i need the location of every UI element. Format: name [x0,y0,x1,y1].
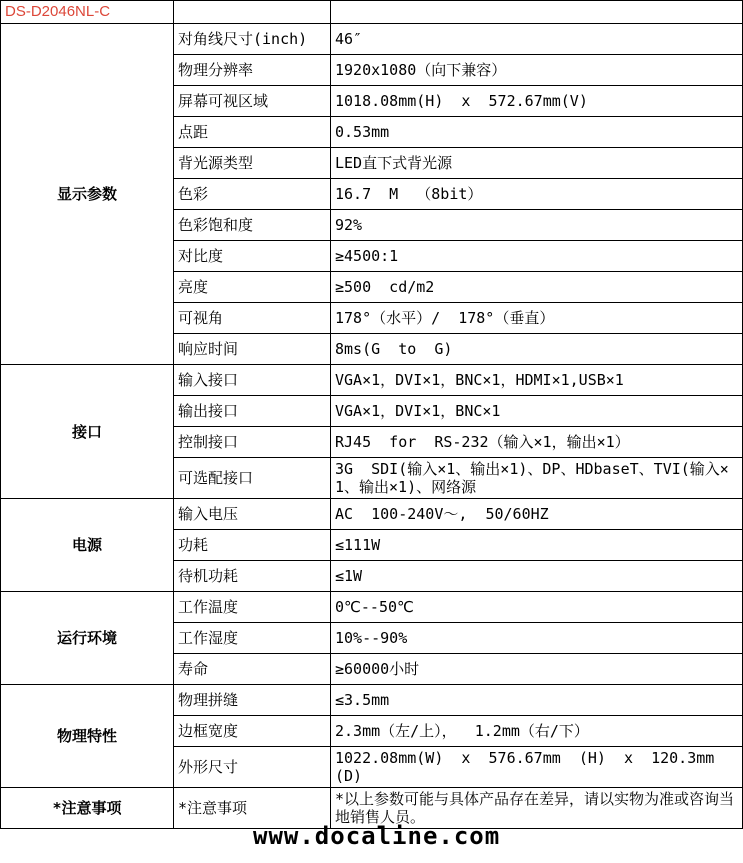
spec-label: 输入电压 [174,499,331,530]
spec-label: 寿命 [174,654,331,685]
spec-row [1,592,743,623]
spec-value: ≥4500:1 [331,241,743,272]
spec-label: 物理拼缝 [174,685,331,716]
spec-label: 对比度 [174,241,331,272]
spec-value: 10%--90% [331,623,743,654]
spec-label: 待机功耗 [174,561,331,592]
spec-row [1,24,743,55]
section-name: *注意事项 [1,788,174,829]
spec-value: VGA×1，DVI×1，BNC×1 [331,396,743,427]
spec-label: 输入接口 [174,365,331,396]
spec-value: 16.7 M （8bit） [331,179,743,210]
spec-label: 响应时间 [174,334,331,365]
watermark-text: www.docaline.com [253,822,501,850]
spec-row [1,499,743,530]
spec-label: *注意事项 [174,788,331,829]
spec-value: 3G SDI(输入×1、输出×1)、DP、HDbaseT、TVI(输入×1、输出×1)、网络源 [331,458,743,499]
spec-value: AC 100-240V～, 50/60HZ [331,499,743,530]
model-number: DS-D2046NL-C [1,1,174,24]
spec-label: 点距 [174,117,331,148]
spec-value: 46″ [331,24,743,55]
spec-value: 8ms(G to G) [331,334,743,365]
section-name: 显示参数 [1,24,174,365]
header-empty-cell-2 [331,1,743,24]
model-header-row [1,1,743,24]
spec-value: 1018.08mm(H) x 572.67mm(V) [331,86,743,117]
header-empty-cell-1 [174,1,331,24]
spec-value: ≥500 cd/m2 [331,272,743,303]
spec-label: 可视角 [174,303,331,334]
spec-label: 功耗 [174,530,331,561]
spec-value: 1920x1080（向下兼容） [331,55,743,86]
spec-row [1,365,743,396]
spec-value: 178°（水平）/ 178°（垂直） [331,303,743,334]
spec-label: 边框宽度 [174,716,331,747]
spec-value: ≤1W [331,561,743,592]
section-name: 接口 [1,365,174,499]
spec-value: LED直下式背光源 [331,148,743,179]
spec-label: 背光源类型 [174,148,331,179]
spec-value: 1022.08mm(W) x 576.67mm (H) x 120.3mm(D) [331,747,743,788]
spec-value: 92% [331,210,743,241]
spec-label: 外形尺寸 [174,747,331,788]
spec-row [1,685,743,716]
spec-label: 物理分辨率 [174,55,331,86]
spec-value: 0.53mm [331,117,743,148]
spec-value: *以上参数可能与具体产品存在差异，请以实物为准或咨询当地销售人员。 [331,788,743,829]
section-name: 电源 [1,499,174,592]
section-name: 物理特性 [1,685,174,788]
spec-label: 亮度 [174,272,331,303]
spec-label: 控制接口 [174,427,331,458]
spec-label: 可选配接口 [174,458,331,499]
spec-label: 色彩饱和度 [174,210,331,241]
spec-value: ≤111W [331,530,743,561]
spec-value: 0℃--50℃ [331,592,743,623]
spec-label: 工作湿度 [174,623,331,654]
spec-value: VGA×1，DVI×1，BNC×1，HDMI×1,USB×1 [331,365,743,396]
spec-label: 输出接口 [174,396,331,427]
spec-value: ≥60000小时 [331,654,743,685]
spec-label: 工作温度 [174,592,331,623]
spec-label: 对角线尺寸(inch) [174,24,331,55]
spec-value: RJ45 for RS-232（输入×1，输出×1） [331,427,743,458]
spec-label: 屏幕可视区域 [174,86,331,117]
spec-value: 2.3mm（左/上）， 1.2mm（右/下） [331,716,743,747]
section-name: 运行环境 [1,592,174,685]
spec-label: 色彩 [174,179,331,210]
spec-value: ≤3.5mm [331,685,743,716]
